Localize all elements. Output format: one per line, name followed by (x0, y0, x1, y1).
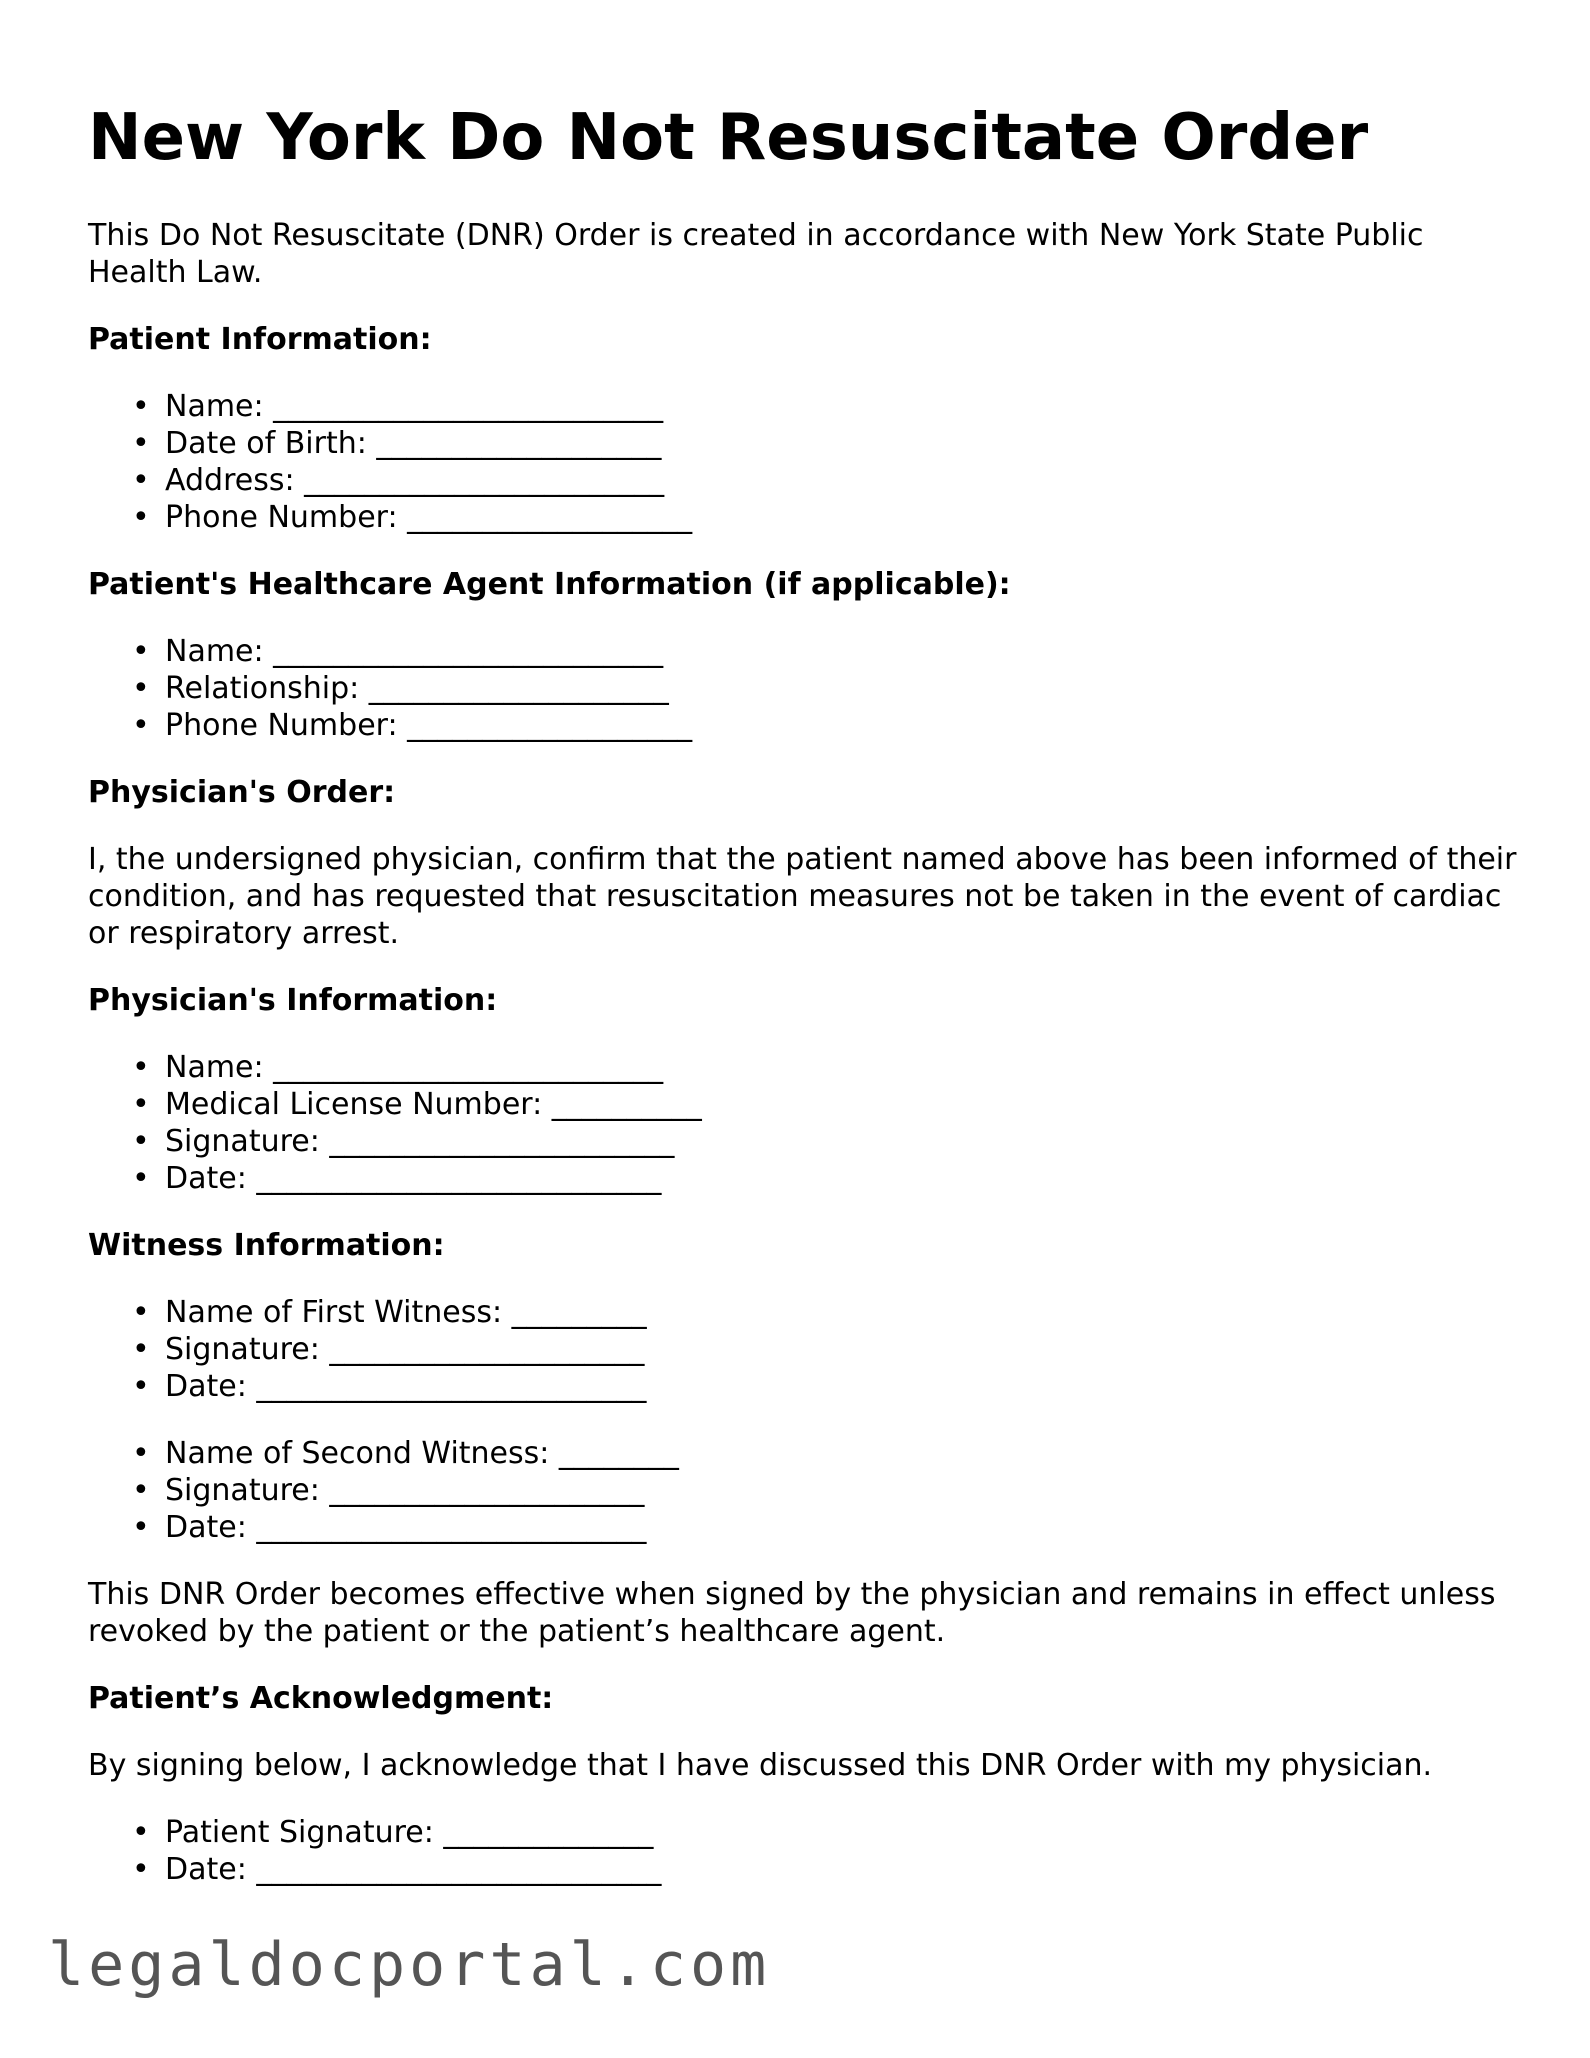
physician-name-field[interactable]: • Name: __________________________ (88, 1049, 1518, 1086)
physician-order-heading: Physician's Order: (88, 774, 396, 810)
first-witness-name-field[interactable]: • Name of First Witness: _________ (88, 1294, 1518, 1331)
patient-name-field[interactable]: • Name: __________________________ (88, 388, 1518, 425)
patient-info-list (88, 388, 1518, 536)
agent-info-heading: Patient's Healthcare Agent Information (if applicable): (88, 566, 1011, 602)
second-witness-name-field[interactable]: • Name of Second Witness: ________ (88, 1435, 1518, 1472)
document-title: New York Do Not Resuscitate Order (88, 101, 1369, 175)
physician-info-heading: Physician's Information: (88, 982, 498, 1018)
physician-signature-field[interactable]: • Signature: _______________________ (88, 1123, 1518, 1160)
acknowledgment-text: By signing below, I acknowledge that I have discussed this DNR Order with my physician. (88, 1747, 1433, 1783)
patient-signature-field[interactable]: • Patient Signature: ______________ (88, 1814, 1518, 1851)
first-witness-date-field[interactable]: • Date: __________________________ (88, 1368, 1518, 1405)
acknowledgment-list (88, 1814, 1518, 1888)
physician-date-field[interactable]: • Date: ___________________________ (88, 1160, 1518, 1197)
first-witness-list (88, 1294, 1518, 1405)
second-witness-date-field[interactable]: • Date: __________________________ (88, 1509, 1518, 1546)
watermark: legaldocportal.com (48, 1930, 771, 2000)
second-witness-signature-field[interactable]: • Signature: _____________________ (88, 1472, 1518, 1509)
patient-phone-field[interactable]: • Phone Number: ___________________ (88, 499, 1518, 536)
agent-info-list (88, 633, 1518, 744)
document-page (88, 100, 1518, 1918)
agent-phone-field[interactable]: • Phone Number: ___________________ (88, 707, 1518, 744)
acknowledgment-heading: Patient’s Acknowledgment: (88, 1680, 554, 1716)
intro-paragraph: This Do Not Resuscitate (DNR) Order is created in accordance with New York State Public Health Law. (88, 217, 1424, 290)
second-witness-list (88, 1435, 1518, 1546)
patient-dob-field[interactable]: • Date of Birth: ___________________ (88, 425, 1518, 462)
witness-info-heading: Witness Information: (88, 1227, 445, 1263)
agent-name-field[interactable]: • Name: __________________________ (88, 633, 1518, 670)
patient-signature-date-field[interactable]: • Date: ___________________________ (88, 1851, 1518, 1888)
physician-order-text: I, the undersigned physician, confirm that the patient named above has been informed of their condition, and has requested that resuscitation measures not be taken in the event of cardiac or respiratory arrest. (88, 841, 1517, 951)
medical-license-field[interactable]: • Medical License Number: __________ (88, 1086, 1518, 1123)
effective-paragraph: This DNR Order becomes effective when signed by the physician and remains in effect unless revoked by the patient or the patient’s healthcare agent. (88, 1576, 1496, 1649)
physician-info-list (88, 1049, 1518, 1197)
agent-relationship-field[interactable]: • Relationship: ____________________ (88, 670, 1518, 707)
patient-address-field[interactable]: • Address: ________________________ (88, 462, 1518, 499)
patient-info-heading: Patient Information: (88, 321, 432, 357)
first-witness-signature-field[interactable]: • Signature: _____________________ (88, 1331, 1518, 1368)
